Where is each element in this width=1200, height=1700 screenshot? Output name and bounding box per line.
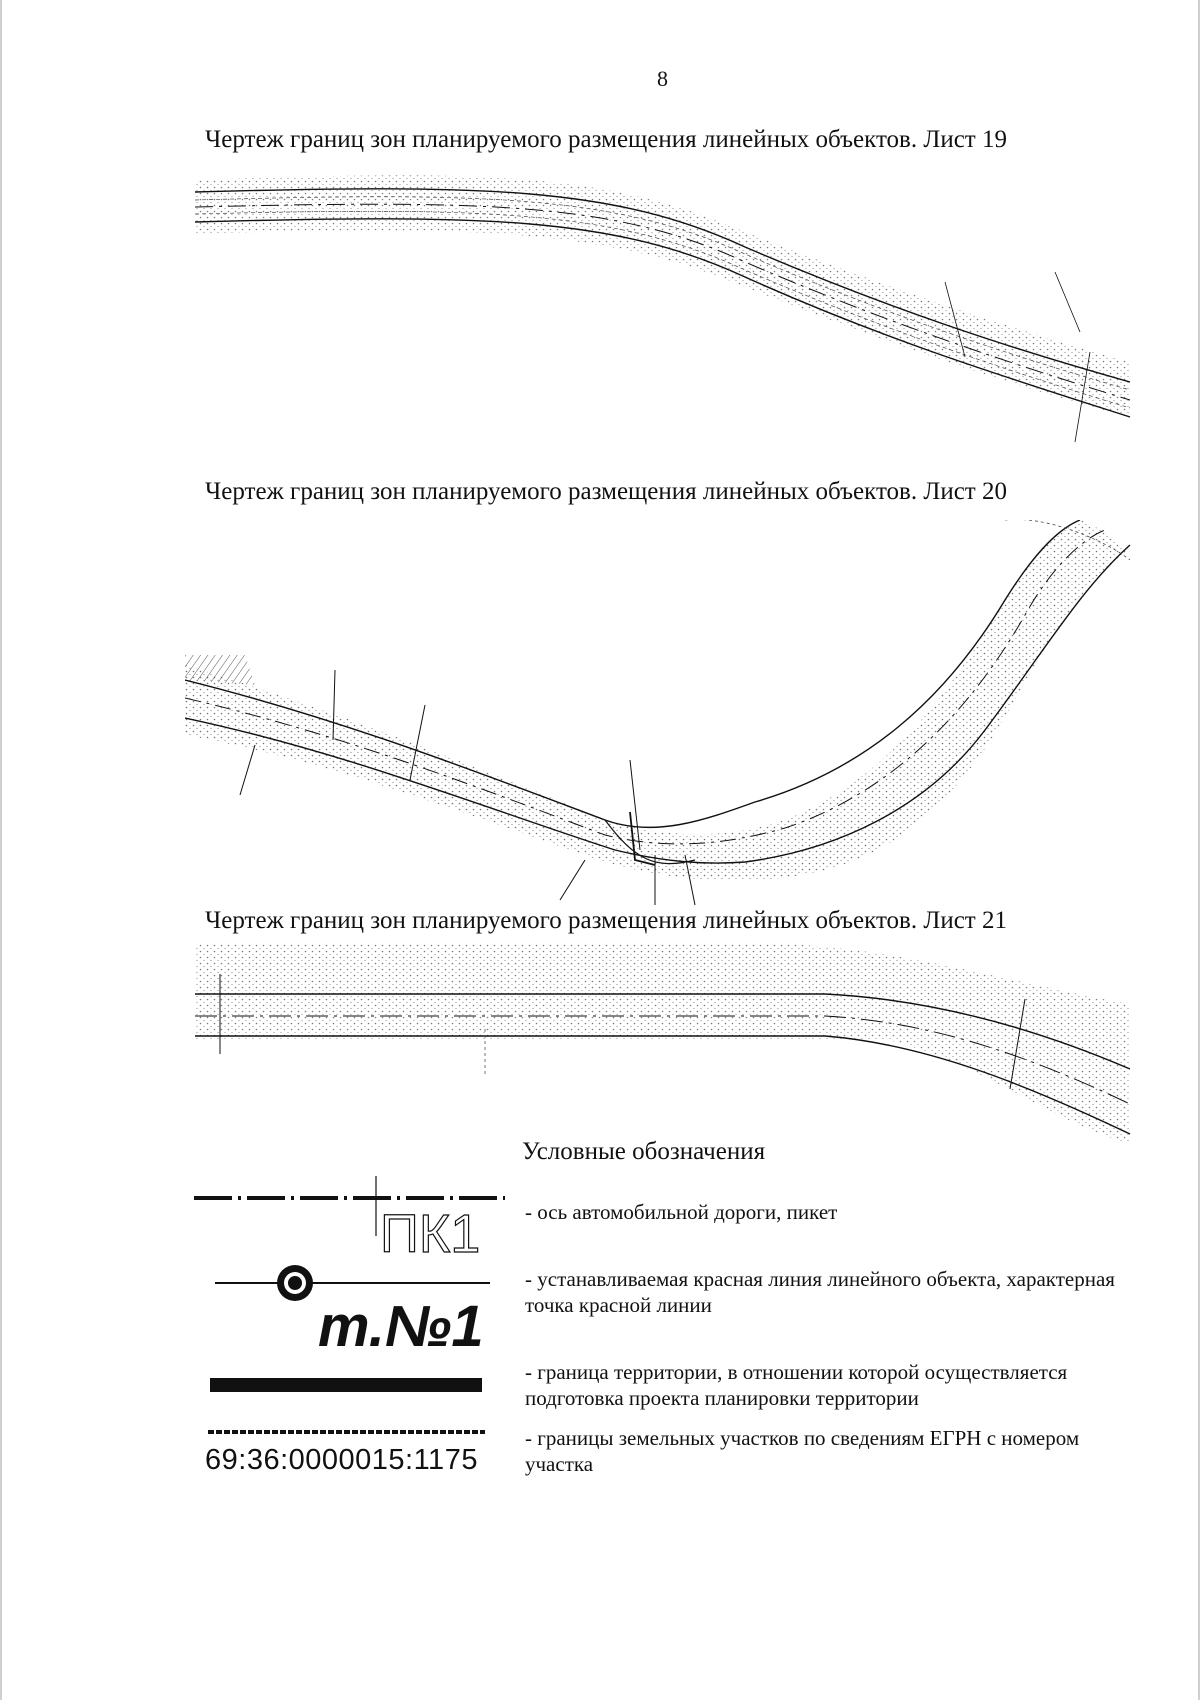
sheet-19-title: Чертеж границ зон планируемого размещения линейных объектов. Лист 19 [205,126,1007,153]
legend-title: Условные обозначения [522,1138,766,1165]
road-axis-picket-symbol [190,1176,510,1256]
legend-item-land-plots: - границы земельных участков по сведениям ЕГРН с номером участка [525,1426,1080,1476]
sheet-20-title: Чертеж границ зон планируемого размещения линейных объектов. Лист 20 [205,478,1007,505]
land-plot-boundary-symbol [190,1426,510,1438]
sheet-20-drawing [185,520,1135,910]
legend-item-territory-boundary: - граница территории, в отношении которой осуществляется подготовка проекта планировки территории [525,1360,1068,1410]
sheet-21-title: Чертеж границ зон планируемого размещения линейных объектов. Лист 21 [205,907,1007,934]
point-label: т.№1 [318,1294,484,1353]
picket-label: ПК1 [380,1204,481,1256]
page-number: 8 [657,66,668,91]
legend-item-red-line: - устанавливаемая красная линия линейного объекта, характерная точка красной линии [525,1267,1115,1317]
sheet-21-drawing [185,944,1135,1144]
cadastral-number: 69:36:0000015:1175 [205,1444,478,1476]
red-line-point-symbol [190,1258,510,1353]
territory-boundary-symbol [190,1375,510,1395]
sheet-19-drawing [185,162,1135,452]
legend-item-road-axis: - ось автомобильной дороги, пикет [525,1200,838,1224]
